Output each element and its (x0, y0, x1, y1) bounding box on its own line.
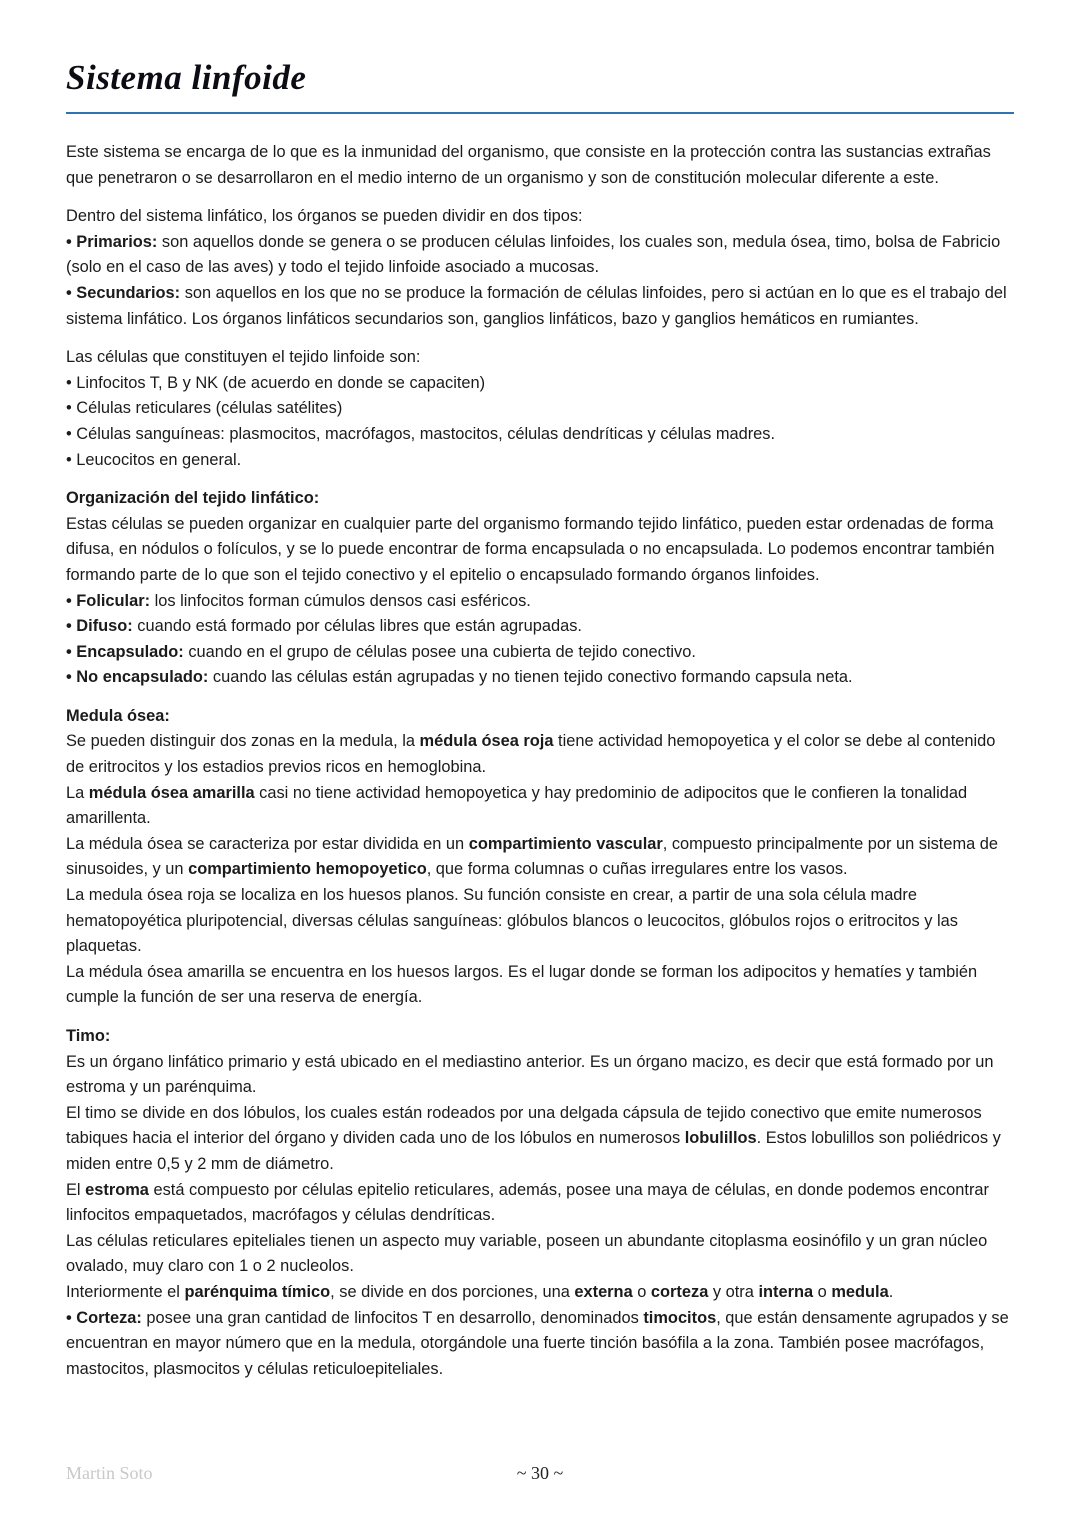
bold-text-run: Folicular: (76, 591, 151, 610)
bold-text-run: Timo: (66, 1027, 111, 1045)
text-run: • Células reticulares (células satélites) (66, 399, 343, 418)
paragraph-line (66, 640, 1014, 666)
text-run: La médula ósea amarilla se encuentra en los huesos largos. Es el lugar donde se forman los adipocitos y hematíes y también cumple la función de ser una reserva de energía. (66, 962, 978, 1007)
bold-text-run: • (66, 668, 77, 687)
bold-text-run: • (66, 642, 77, 661)
title-rule (66, 112, 1014, 114)
text-run: cuando está formado por células libres que están agrupadas. (132, 617, 582, 636)
paragraph-line (66, 1280, 1014, 1306)
bold-text-run: timocitos (643, 1308, 717, 1327)
text-run: los linfocitos forman cúmulos densos casi esféricos. (150, 591, 531, 610)
text-run: posee una gran cantidad de linfocitos T en desarrollo, denominados (141, 1308, 644, 1327)
text-run: casi no tiene actividad hemopoyetica y hay predominio de adipocitos que le confieren la tonalidad amarillenta. (66, 783, 968, 828)
bold-text-run: Medula ósea: (66, 706, 170, 725)
bold-text-run: interna (758, 1282, 814, 1301)
text-run: Estas células se pueden organizar en cualquier parte del organismo formando tejido linfático, pueden estar ordenadas de forma difusa, en nódulos o folículos, y se lo puede encontrar de forma encapsulada o no encapsulada. Lo podemos encontrar también formando parte de lo que son el tejido conectivo y el epitelio o encapsulado formando órganos linfoides. (66, 514, 995, 584)
bold-text-run: medula (831, 1282, 889, 1301)
paragraph-line (66, 140, 1014, 191)
text-run: , compuesto principalmente por un sistema de sinusoides, y un (66, 834, 999, 879)
paragraph-line (66, 1024, 1014, 1050)
bold-text-run: • (66, 591, 77, 610)
paragraph-line (66, 396, 1014, 422)
text-run: La (66, 783, 89, 802)
bold-text-run: médula ósea amarilla (88, 783, 255, 802)
bold-text-run: médula ósea roja (419, 732, 554, 751)
paragraph-line (66, 486, 1014, 512)
text-run: La médula ósea se caracteriza por estar dividida en un (66, 834, 469, 853)
paragraph-line (66, 204, 1014, 230)
paragraph-line (66, 422, 1014, 448)
bold-text-run: Corteza: (76, 1308, 142, 1327)
text-run: cuando las células están agrupadas y no tienen tejido conectivo formando capsula neta. (208, 668, 853, 687)
paragraph-line (66, 230, 1014, 281)
paragraph-line (66, 345, 1014, 371)
text-run: . (888, 1282, 894, 1301)
bold-text-run: externa (574, 1282, 633, 1301)
text-run: • Leucocitos en general. (66, 450, 242, 469)
bold-text-run: parénquima tímico (184, 1282, 331, 1301)
text-run: cuando en el grupo de células posee una cubierta de tejido conectivo. (183, 642, 696, 661)
paragraph-line (66, 589, 1014, 615)
bold-text-run: compartimiento vascular (468, 834, 663, 853)
paragraph-line (66, 512, 1014, 589)
bold-text-run: lobulillos (684, 1129, 757, 1148)
text-run: • Células sanguíneas: plasmocitos, macrófagos, mastocitos, células dendríticas y células madres. (66, 424, 776, 443)
paragraph-line (66, 704, 1014, 730)
paragraph-line (66, 1178, 1014, 1229)
text-run: o (813, 1282, 832, 1301)
paragraph-line (66, 960, 1014, 1011)
text-run: Es un órgano linfático primario y está ubicado en el mediastino anterior. Es un órgano macizo, es decir que está formado por un estroma y un parénquima. (66, 1052, 994, 1097)
paragraph-line (66, 1101, 1014, 1178)
bold-text-run: Secundarios: (76, 283, 181, 302)
text-run: tiene actividad hemopoyetica y el color se debe al contenido de eritrocitos y los estadios previos ricos en hemoglobina. (66, 732, 996, 777)
paragraph-line (66, 281, 1014, 332)
paragraph-line (66, 832, 1014, 883)
text-run: • Linfocitos T, B y NK (de acuerdo en donde se capaciten) (66, 373, 486, 392)
paragraph-line (66, 665, 1014, 691)
text-run: , que están densamente agrupados y se encuentran en mayor número que en la medula, otorgándole una fuerte tinción basófila a la zona. También posee macrófagos, mastocitos, plasmocitos y células reticuloepiteliales. (66, 1308, 1009, 1378)
paragraph-line (66, 781, 1014, 832)
page-title: Sistema linfoide (66, 58, 307, 97)
bold-text-run: • (66, 617, 77, 636)
bold-text-run: • (66, 1308, 77, 1327)
bold-text-run: estroma (85, 1180, 149, 1199)
paragraph-line (66, 614, 1014, 640)
bold-text-run: No encapsulado: (76, 668, 209, 687)
text-run: Interiormente el (66, 1282, 185, 1301)
text-run: o (632, 1282, 651, 1301)
paragraph-line (66, 448, 1014, 474)
text-run: La medula ósea roja se localiza en los huesos planos. Su función consiste en crear, a partir de una sola célula madre hematopoyética pluripotencial, diversas células sanguíneas: glóbulos blancos o leucocitos, glóbulos rojos o eritrocitos y las plaquetas. (66, 886, 958, 956)
text-run: El timo se divide en dos lóbulos, los cuales están rodeados por una delgada cápsula de tejido conectivo que emite numerosos tabiques hacia el interior del órgano y dividen cada uno de los lóbulos en numerosos (66, 1103, 982, 1148)
bold-text-run: Difuso: (76, 617, 133, 636)
text-run: Las células reticulares epiteliales tienen un aspecto muy variable, poseen un abundante citoplasma eosinófilo y un gran núcleo ovalado, muy claro con 1 o 2 nucleolos. (66, 1231, 988, 1276)
footer-author: Martin Soto (66, 1463, 153, 1483)
bold-text-run: corteza (650, 1282, 709, 1301)
bold-text-run: Encapsulado: (76, 642, 184, 661)
bold-text-run: compartimiento hemopoyetico (188, 860, 427, 879)
bold-text-run: • (66, 232, 77, 251)
paragraph-line (66, 1306, 1014, 1383)
text-run: . Estos lobulillos son poliédricos y miden entre 0,5 y 2 mm de diámetro. (66, 1129, 1001, 1173)
paragraph-line (66, 1050, 1014, 1101)
text-run: El (66, 1180, 86, 1199)
footer (0, 1463, 1080, 1493)
document-body (66, 140, 1014, 1382)
text-run: , que forma columnas o cuñas irregulares entre los vasos. (426, 860, 848, 879)
bold-text-run: Organización del tejido linfático: (66, 489, 320, 508)
bold-text-run: • (66, 283, 77, 302)
text-run: son aquellos en los que no se produce la formación de células linfoides, pero si actúan en lo que es el trabajo del sistema linfático. Los órganos linfáticos secundarios son, ganglios linfáticos, bazo y ganglios hemáticos en rumiantes. (66, 283, 1007, 328)
text-run: y otra (708, 1282, 759, 1301)
text-run: está compuesto por células epitelio reticulares, además, posee una maya de células, en donde podemos encontrar linfocitos empaquetados, macrófagos y células dendríticas. (66, 1180, 989, 1225)
text-run: Dentro del sistema linfático, los órganos se pueden dividir en dos tipos: (66, 207, 583, 226)
bold-text-run: Primarios: (76, 232, 158, 251)
text-run: Este sistema se encarga de lo que es la inmunidad del organismo, que consiste en la protección contra las sustancias extrañas que penetraron o se desarrollaron en el medio interno de un organismo y son de constitución molecular diferente a este. (66, 143, 991, 187)
paragraph-line (66, 883, 1014, 960)
paragraph-line (66, 371, 1014, 397)
text-run: son aquellos donde se genera o se producen células linfoides, los cuales son, medula ósea, timo, bolsa de Fabricio (solo en el caso de las aves) y todo el tejido linfoide asociado a mucosas. (66, 232, 1001, 277)
text-run: Se pueden distinguir dos zonas en la medula, la (66, 732, 420, 751)
text-run: , se divide en dos porciones, una (330, 1282, 575, 1301)
paragraph-line (66, 729, 1014, 780)
footer-page-number: ~ 30 ~ (516, 1463, 564, 1483)
paragraph-line (66, 1229, 1014, 1280)
text-run: Las células que constituyen el tejido linfoide son: (66, 348, 421, 367)
